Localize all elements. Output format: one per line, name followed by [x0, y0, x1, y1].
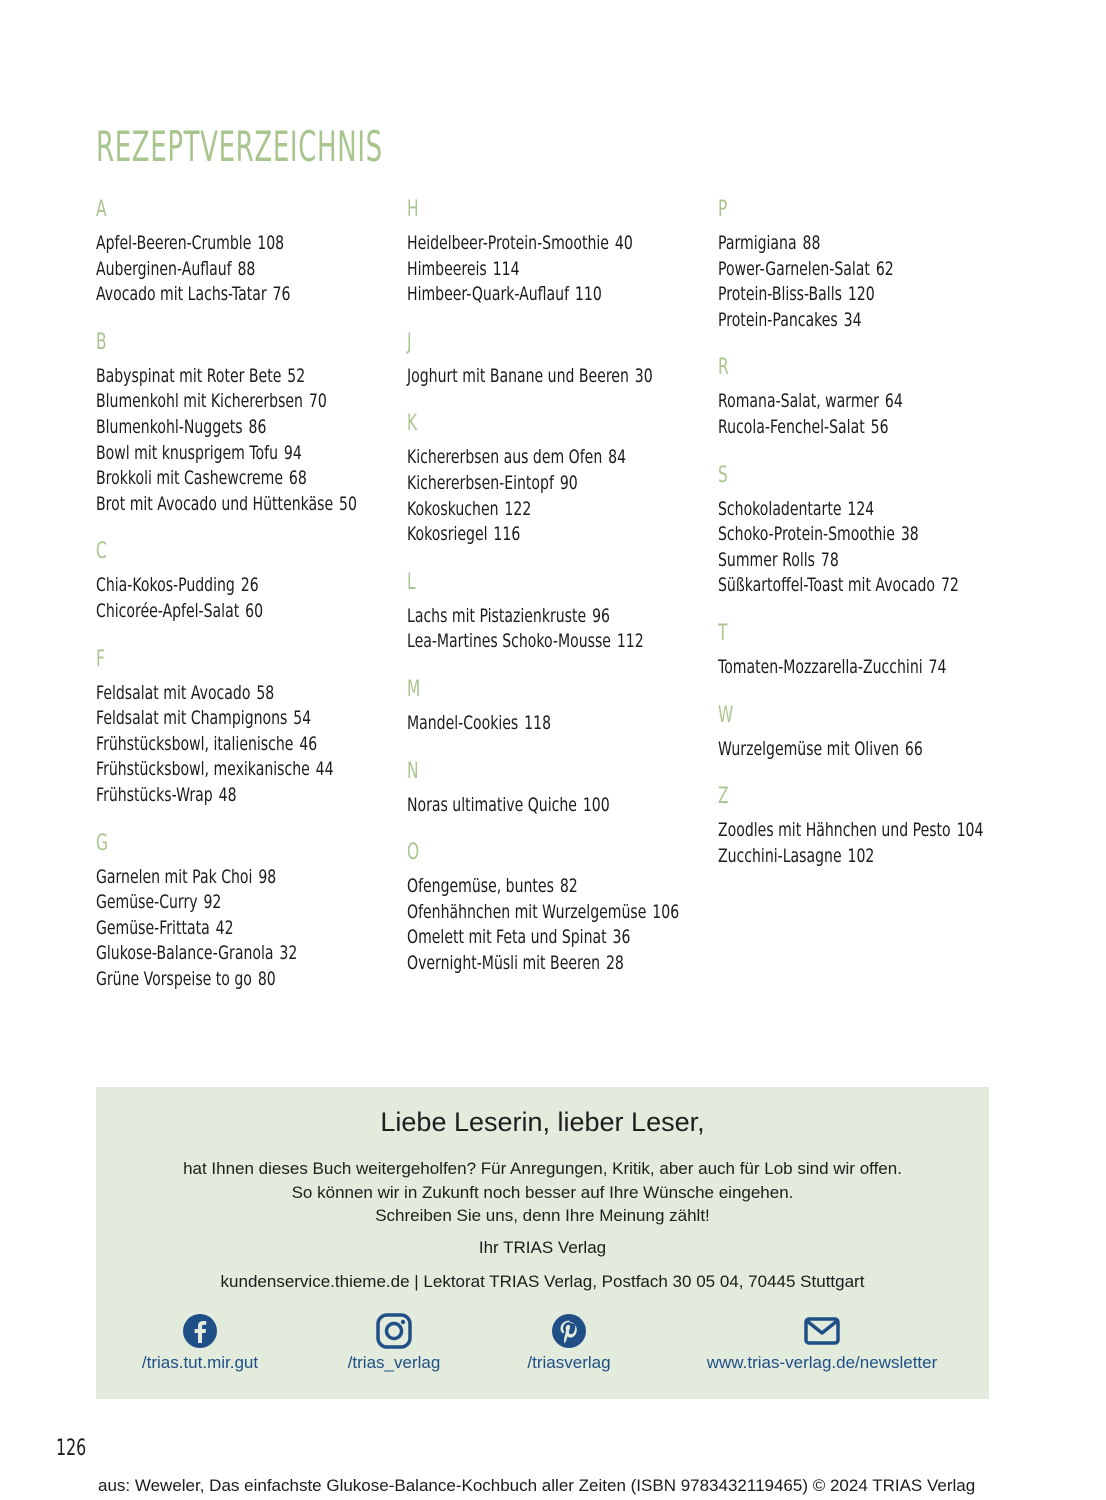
social-label: www.trias-verlag.de/newsletter	[706, 1353, 938, 1372]
recipe-page: 88	[802, 232, 821, 254]
index-section-p	[718, 196, 1018, 333]
recipe-page: 80	[257, 967, 276, 990]
index-column-1	[96, 196, 396, 1013]
source-footer: aus: Weweler, Das einfachste Glukose-Balance-Kochbuch aller Zeiten (ISBN 9783432119465) © 2024 TRIAS Verlag	[98, 1476, 976, 1495]
recipe-entry	[96, 757, 334, 783]
recipe-entry	[96, 389, 327, 415]
recipe-entry	[96, 466, 318, 492]
recipe-page: 110	[574, 283, 602, 306]
recipe-name: Ofengemüse, buntes	[407, 875, 554, 898]
recipe-page: 52	[287, 364, 306, 387]
recipe-name: Garnelen mit Pak Choi	[96, 865, 253, 888]
instagram-icon	[376, 1313, 412, 1349]
recipe-entry	[407, 900, 680, 926]
recipe-name: Brot mit Avocado und Hüttenkäse	[96, 492, 334, 515]
recipe-page: 64	[884, 390, 903, 413]
recipe-page: 36	[612, 926, 631, 949]
recipe-page: 116	[493, 523, 521, 546]
index-section-m	[407, 676, 707, 737]
recipe-page: 56	[870, 415, 889, 438]
recipe-entry	[407, 445, 629, 471]
reader-box-line: Schreiben Sie uns, denn Ihre Meinung zählt!	[375, 1206, 710, 1225]
recipe-entry	[96, 706, 318, 732]
recipe-entry	[407, 471, 629, 497]
recipe-name: Himbeereis	[407, 257, 487, 280]
recipe-page: 42	[215, 916, 234, 939]
recipe-entry	[96, 573, 318, 599]
recipe-entry	[96, 941, 318, 967]
index-section-f	[96, 646, 396, 809]
recipe-entry	[96, 967, 318, 993]
section-letter: G	[96, 830, 108, 856]
recipe-name: Blumenkohl mit Kichererbsen	[96, 390, 303, 413]
recipe-page: 92	[203, 891, 222, 914]
recipe-page: 102	[847, 844, 875, 867]
recipe-name: Frühstücksbowl, italienische	[96, 732, 294, 755]
recipe-page: 120	[847, 283, 875, 306]
recipe-name: Protein-Pancakes	[718, 308, 838, 331]
index-section-z	[718, 783, 1018, 869]
recipe-name: Power-Garnelen-Salat	[718, 257, 870, 280]
recipe-name: Zoodles mit Hähnchen und Pesto	[718, 819, 951, 842]
recipe-page: 72	[940, 574, 959, 597]
recipe-name: Joghurt mit Banane und Beeren	[407, 364, 629, 387]
recipe-entry	[718, 282, 940, 308]
reader-box-contact: kundenservice.thieme.de | Lektorat TRIAS Verlag, Postfach 30 05 04, 70445 Stuttgart	[220, 1272, 865, 1291]
recipe-entry	[96, 492, 357, 518]
social-link-instagram[interactable]	[334, 1313, 454, 1373]
reader-box-line: hat Ihnen dieses Buch weitergeholfen? Für Anregungen, Kritik, aber auch für Lob sind wir offen.	[183, 1159, 902, 1178]
recipe-entry	[96, 257, 318, 283]
recipe-page: 34	[843, 308, 862, 331]
recipe-page: 86	[248, 415, 267, 438]
recipe-entry	[96, 441, 318, 467]
reader-box-text	[96, 1157, 989, 1228]
index-section-r	[718, 354, 1018, 440]
mail-icon	[804, 1313, 840, 1349]
recipe-page: 58	[256, 681, 275, 704]
recipe-name: Brokkoli mit Cashewcreme	[96, 467, 283, 490]
index-section-n	[407, 758, 707, 819]
recipe-name: Chia-Kokos-Pudding	[96, 574, 235, 597]
recipe-name: Kichererbsen-Eintopf	[407, 471, 554, 494]
recipe-entry	[407, 497, 629, 523]
social-link-newsletter[interactable]	[686, 1313, 958, 1373]
recipe-entry	[96, 599, 318, 625]
recipe-entry	[718, 573, 959, 599]
recipe-name: Omelett mit Feta und Spinat	[407, 926, 607, 949]
recipe-entry	[718, 257, 940, 283]
recipe-entry	[96, 916, 318, 942]
page-title: REZEPTVERZEICHNIS	[96, 122, 383, 171]
recipe-page: 122	[504, 497, 532, 520]
recipe-page: 28	[605, 951, 624, 974]
recipe-name: Frühstücks-Wrap	[96, 783, 213, 806]
recipe-entry	[718, 389, 940, 415]
recipe-entry	[407, 231, 633, 257]
recipe-name: Grüne Vorspeise to go	[96, 967, 252, 990]
recipe-name: Noras ultimative Quiche	[407, 793, 577, 816]
recipe-entry	[718, 844, 940, 870]
recipe-page: 74	[928, 655, 947, 678]
recipe-entry	[96, 783, 318, 809]
recipe-name: Kokosriegel	[407, 523, 488, 546]
recipe-page: 98	[258, 865, 277, 888]
recipe-name: Ofenhähnchen mit Wurzelgemüse	[407, 900, 647, 923]
recipe-entry	[407, 522, 629, 548]
index-section-h	[407, 196, 707, 308]
section-letter: T	[718, 620, 728, 646]
recipe-entry	[407, 925, 629, 951]
index-column-3	[718, 196, 1018, 890]
recipe-name: Gemüse-Frittata	[96, 916, 210, 939]
index-section-s	[718, 462, 1018, 599]
recipe-page: 32	[279, 942, 298, 965]
recipe-name: Tomaten-Mozzarella-Zucchini	[718, 655, 923, 678]
reader-box-line: So können wir in Zukunft noch besser auf Ihre Wünsche eingehen.	[291, 1182, 794, 1202]
reader-box-heading: Liebe Leserin, lieber Leser,	[380, 1107, 705, 1137]
recipe-name: Glukose-Balance-Granola	[96, 942, 274, 965]
index-section-t	[718, 620, 1018, 681]
recipe-page: 26	[240, 574, 259, 597]
recipe-page: 48	[218, 783, 237, 806]
recipe-page: 60	[245, 599, 264, 622]
recipe-page: 94	[283, 441, 302, 464]
recipe-name: Zucchini-Lasagne	[718, 844, 842, 867]
recipe-page: 82	[559, 875, 578, 898]
index-section-k	[407, 410, 707, 547]
reader-box-signature: Ihr TRIAS Verlag	[478, 1238, 607, 1257]
recipe-page: 46	[299, 732, 318, 755]
recipe-page: 76	[272, 283, 291, 306]
recipe-name: Summer Rolls	[718, 548, 816, 571]
section-letter: R	[718, 355, 729, 381]
recipe-page: 118	[524, 711, 552, 734]
recipe-entry	[718, 818, 984, 844]
recipe-entry	[96, 732, 318, 758]
section-letter: A	[96, 197, 107, 222]
recipe-entry	[407, 282, 629, 308]
index-section-o	[407, 839, 707, 976]
recipe-page: 106	[652, 900, 680, 923]
recipe-name: Schoko-Protein-Smoothie	[718, 523, 895, 546]
recipe-page: 54	[293, 707, 312, 730]
recipe-name: Schokoladentarte	[718, 497, 842, 520]
recipe-entry	[96, 231, 318, 257]
recipe-page: 62	[875, 257, 894, 280]
index-section-j	[407, 329, 707, 390]
recipe-entry	[407, 604, 629, 630]
social-label: /trias_verlag	[347, 1353, 441, 1372]
section-letter: W	[718, 702, 734, 728]
recipe-entry	[718, 308, 940, 334]
recipe-name: Mandel-Cookies	[407, 711, 519, 734]
recipe-name: Feldsalat mit Avocado	[96, 681, 251, 704]
recipe-entry	[407, 364, 653, 390]
recipe-entry	[718, 497, 940, 523]
recipe-entry	[96, 890, 318, 916]
index-section-c	[96, 538, 396, 624]
section-letter: L	[407, 569, 416, 595]
pinterest-icon	[551, 1313, 587, 1349]
recipe-name: Lachs mit Pistazienkruste	[407, 604, 587, 627]
recipe-page: 70	[308, 390, 327, 413]
index-section-a	[96, 196, 396, 308]
section-letter: J	[407, 329, 412, 355]
recipe-name: Lea-Martines Schoko-Mousse	[407, 630, 611, 653]
recipe-name: Heidelbeer-Protein-Smoothie	[407, 232, 609, 254]
recipe-entry	[407, 629, 644, 655]
recipe-entry	[407, 951, 629, 977]
recipe-page: 100	[582, 793, 610, 816]
section-letter: K	[407, 411, 418, 437]
recipe-name: Avocado mit Lachs-Tatar	[96, 283, 267, 306]
recipe-name: Rucola-Fenchel-Salat	[718, 415, 865, 438]
recipe-name: Himbeer-Quark-Auflauf	[407, 283, 570, 306]
recipe-name: Parmigiana	[718, 232, 797, 254]
social-label: /triasverlag	[527, 1353, 611, 1372]
page-number: 126	[56, 1436, 87, 1461]
recipe-entry	[96, 282, 318, 308]
recipe-name: Feldsalat mit Champignons	[96, 707, 288, 730]
reader-feedback-box	[96, 1087, 989, 1399]
recipe-page: 38	[900, 523, 919, 546]
recipe-entry	[718, 415, 940, 441]
recipe-page: 78	[820, 548, 839, 571]
recipe-name: Auberginen-Auflauf	[96, 257, 232, 280]
recipe-page: 90	[559, 471, 578, 494]
recipe-name: Chicorée-Apfel-Salat	[96, 599, 240, 622]
recipe-page: 104	[956, 819, 984, 842]
facebook-icon	[182, 1313, 218, 1349]
section-letter: B	[96, 329, 107, 355]
recipe-name: Gemüse-Curry	[96, 891, 198, 914]
social-link-facebook[interactable]	[126, 1313, 274, 1373]
recipe-page: 84	[608, 446, 627, 469]
recipe-name: Babyspinat mit Roter Bete	[96, 364, 282, 387]
section-letter: F	[96, 646, 105, 672]
recipe-name: Wurzelgemüse mit Oliven	[718, 737, 900, 760]
recipe-page: 44	[315, 758, 334, 781]
recipe-name: Bowl mit knusprigem Tofu	[96, 441, 279, 464]
index-column-2	[407, 196, 707, 998]
recipe-entry	[718, 522, 940, 548]
recipe-page: 112	[616, 630, 644, 653]
recipe-name: Romana-Salat, warmer	[718, 390, 879, 413]
recipe-name: Kichererbsen aus dem Ofen	[407, 446, 603, 469]
recipe-entry	[96, 865, 318, 891]
index-section-w	[718, 702, 1018, 763]
section-letter: O	[407, 840, 420, 866]
section-letter: M	[407, 676, 421, 702]
recipe-name: Frühstücksbowl, mexikanische	[96, 758, 310, 781]
recipe-page: 50	[339, 492, 357, 515]
section-letter: S	[718, 462, 728, 488]
section-letter: N	[407, 758, 419, 784]
recipe-name: Kokoskuchen	[407, 497, 499, 520]
index-section-l	[407, 569, 707, 655]
recipe-entry	[407, 257, 629, 283]
recipe-entry	[718, 231, 940, 257]
recipe-name: Blumenkohl-Nuggets	[96, 415, 243, 438]
recipe-page: 68	[288, 467, 307, 490]
section-letter: P	[718, 197, 728, 222]
recipe-name: Süßkartoffel-Toast mit Avocado	[718, 574, 936, 597]
recipe-entry	[96, 364, 318, 390]
section-letter: Z	[718, 784, 729, 810]
recipe-entry	[718, 655, 947, 681]
recipe-page: 40	[614, 232, 633, 254]
index-section-b	[96, 329, 396, 518]
recipe-page: 30	[634, 364, 653, 387]
recipe-entry	[407, 711, 629, 737]
recipe-page: 88	[237, 257, 256, 280]
recipe-page: 108	[257, 232, 285, 254]
recipe-entry	[407, 793, 629, 819]
social-link-pinterest[interactable]	[514, 1313, 624, 1373]
recipe-name: Protein-Bliss-Balls	[718, 283, 842, 306]
recipe-entry	[407, 874, 629, 900]
social-label: /trias.tut.mir.gut	[141, 1353, 259, 1372]
recipe-page: 114	[492, 257, 520, 280]
index-section-g	[96, 830, 396, 993]
recipe-entry	[718, 737, 940, 763]
recipe-entry	[718, 548, 940, 574]
recipe-name: Overnight-Müsli mit Beeren	[407, 951, 601, 974]
section-letter: C	[96, 539, 107, 565]
recipe-entry	[96, 681, 318, 707]
recipe-page: 66	[904, 737, 923, 760]
recipe-page: 124	[847, 497, 875, 520]
recipe-name: Apfel-Beeren-Crumble	[96, 232, 252, 254]
recipe-page: 96	[592, 604, 610, 627]
recipe-entry	[96, 415, 318, 441]
section-letter: H	[407, 197, 419, 222]
